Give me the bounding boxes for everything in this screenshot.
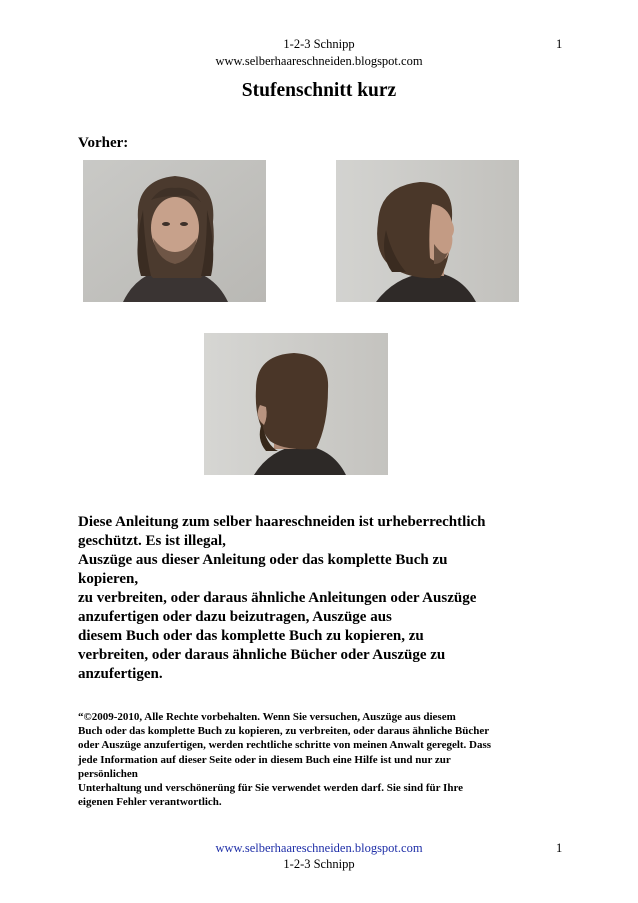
legal-line: eigenen Fehler verantwortlich. [78, 796, 222, 809]
legal-line: Buch oder das komplette Buch zu kopieren, zu verbreiten, oder daraus ähnliche Bücher [78, 725, 490, 738]
header-book-title: 1-2-3 Schnipp [283, 37, 355, 51]
notice-line: Auszüge aus dieser Anleitung oder das komplette Buch zu [78, 552, 448, 568]
header-url: www.selberhaareschneiden.blogspot.com [215, 54, 423, 68]
footer-page-number: 1 [556, 841, 563, 855]
portrait-front-photo [83, 160, 266, 302]
page-title: Stufenschnitt kurz [241, 80, 397, 101]
footer-book-title: 1-2-3 Schnipp [283, 857, 355, 871]
notice-line: diesem Buch oder das komplette Buch zu kopieren, zu [78, 628, 424, 644]
portrait-side-photo [336, 160, 519, 302]
portrait-back-photo [204, 333, 388, 475]
footer-url-link[interactable]: www.selberhaareschneiden.blogspot.com [215, 841, 423, 855]
notice-line: zu verbreiten, oder daraus ähnliche Anleitungen oder Auszüge [78, 590, 477, 606]
notice-line: verbreiten, oder daraus ähnliche Bücher oder Auszüge zu [78, 647, 446, 663]
notice-line: anzufertigen. [78, 666, 163, 682]
header-page-number: 1 [556, 37, 563, 51]
section-label: Vorher: [78, 135, 129, 151]
notice-line: geschützt. Es ist illegal, [78, 533, 226, 549]
notice-line: anzufertigen oder dazu beizutragen, Auszüge aus [78, 609, 392, 625]
legal-line: “©2009-2010, Alle Rechte vorbehalten. Wenn Sie versuchen, Auszüge aus diesem [78, 711, 456, 723]
notice-line: kopieren, [78, 571, 139, 587]
legal-paragraph [78, 710, 598, 809]
copyright-notice [78, 513, 598, 684]
legal-line: persönlichen [78, 767, 138, 780]
legal-line: oder Auszüge anzufertigen, werden rechtliche schritte von meinen Anwalt geregelt. Dass [78, 739, 492, 752]
legal-line: jede Information auf dieser Seite oder in diesem Buch eine Hilfe ist und nur zur [78, 753, 451, 766]
notice-line: Diese Anleitung zum selber haareschneiden ist urheberrechtlich [78, 514, 486, 530]
legal-line: Unterhaltung und verschönerüng für Sie verwendet werden darf. Sie sind für Ihre [78, 782, 464, 795]
